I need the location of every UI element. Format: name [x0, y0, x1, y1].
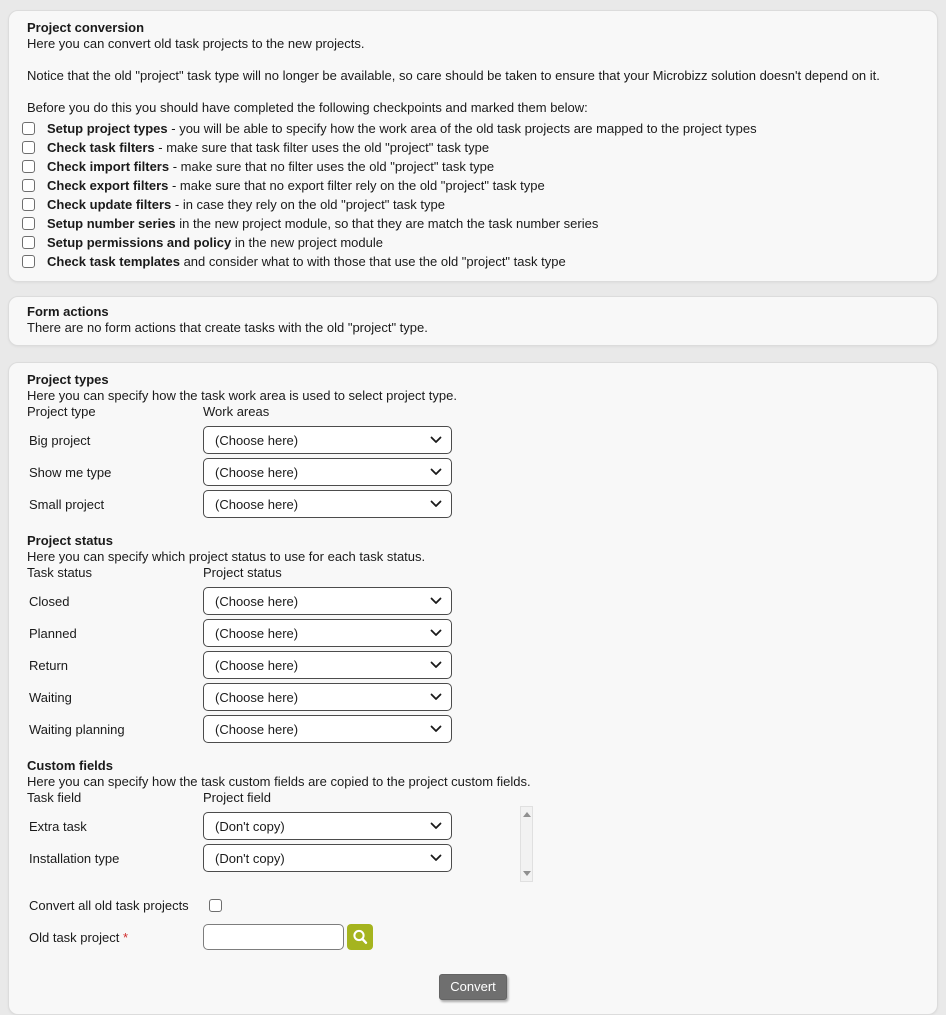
- checkpoint-desc: - make sure that no filter uses the old "project" task type: [169, 158, 495, 174]
- chevron-down-icon: [430, 854, 442, 862]
- select-value: (Choose here): [215, 464, 299, 480]
- section-subtitle: Here you can specify which project status to use for each task status.: [27, 549, 426, 564]
- row-label: Waiting planning: [29, 721, 125, 737]
- table-row: [27, 587, 919, 615]
- table-row: [27, 683, 919, 711]
- chevron-down-icon: [430, 597, 442, 605]
- row-label: Planned: [29, 625, 77, 641]
- required-asterisk: *: [122, 929, 128, 945]
- chevron-down-icon: [430, 822, 442, 830]
- row-label: Closed: [29, 593, 70, 609]
- checkbox[interactable]: [22, 122, 35, 135]
- checkpoint-desc: - you will be able to specify how the work area of the old task projects are mapped to the project types: [167, 120, 757, 136]
- checkpoint-row-check-task-templates[interactable]: [22, 252, 919, 271]
- row-label: Small project: [29, 496, 105, 512]
- table-row: [27, 651, 919, 679]
- checkpoint-desc: - in case they rely on the old "project" task type: [171, 196, 445, 212]
- form-actions-text: There are no form actions that create tasks with the old "project" type.: [27, 320, 428, 335]
- panel-title: Form actions: [27, 304, 109, 319]
- checkpoint-desc: in the new project module, so that they are match the task number series: [175, 215, 599, 231]
- select-value: (Choose here): [215, 689, 299, 705]
- chevron-down-icon: [430, 725, 442, 733]
- chevron-down-icon: [430, 468, 442, 476]
- old-task-project-row: [27, 924, 919, 950]
- panel-title: Project conversion: [27, 20, 145, 35]
- column-header: Work areas: [203, 404, 270, 419]
- checkpoint-label: Check task templates: [47, 253, 180, 269]
- select-value: (Choose here): [215, 625, 299, 641]
- checkpoints-intro: Before you do this you should have completed the following checkpoints and marked them below:: [27, 100, 588, 115]
- checkpoint-label: Check import filters: [47, 158, 170, 174]
- custom-fields-block: [27, 758, 919, 872]
- convert-all-label: Convert all old task projects: [29, 898, 189, 913]
- chevron-down-icon: [430, 436, 442, 444]
- project-status-select[interactable]: [203, 683, 452, 711]
- table-row: [27, 844, 533, 872]
- checkpoint-row-check-task-filters[interactable]: [22, 138, 919, 157]
- checkpoint-label: Setup project types: [47, 120, 168, 136]
- convert-button[interactable]: Convert: [439, 974, 507, 1000]
- convert-all-row: [27, 896, 919, 915]
- column-header: Task field: [27, 790, 82, 805]
- row-label: Return: [29, 657, 69, 673]
- column-header: Project status: [203, 565, 282, 580]
- project-conversion-panel: [8, 10, 938, 282]
- column-headers: [27, 565, 919, 581]
- section-title: Project status: [27, 533, 113, 548]
- custom-fields-scroll-area: [27, 812, 533, 872]
- checkbox[interactable]: [22, 255, 35, 268]
- table-row: [27, 715, 919, 743]
- checkpoint-row-check-import-filters[interactable]: [22, 157, 919, 176]
- checkpoint-desc: and consider what to with those that use the old "project" task type: [179, 253, 566, 269]
- select-value: (Don't copy): [215, 850, 285, 866]
- checkpoint-label: Setup number series: [47, 215, 176, 231]
- column-header: Project type: [27, 404, 96, 419]
- conversion-notice: Notice that the old "project" task type will no longer be available, so care should be taken to ensure that your Microbizz solution doesn't depend on it.: [27, 68, 880, 83]
- scroll-up-icon[interactable]: [523, 812, 531, 817]
- project-status-select[interactable]: [203, 619, 452, 647]
- project-types-block: [27, 372, 919, 518]
- checkpoint-desc: - make sure that no export filter rely on the old "project" task type: [168, 177, 545, 193]
- table-row: [27, 812, 533, 840]
- checkbox[interactable]: [22, 160, 35, 173]
- project-field-select[interactable]: [203, 844, 452, 872]
- checkpoint-row-setup-project-types[interactable]: [22, 119, 919, 138]
- checkpoint-row-setup-permissions[interactable]: [22, 233, 919, 252]
- project-status-block: [27, 533, 919, 743]
- table-row: [27, 490, 919, 518]
- select-value: (Choose here): [215, 593, 299, 609]
- chevron-down-icon: [430, 629, 442, 637]
- checkpoint-list: [27, 119, 919, 271]
- chevron-down-icon: [430, 500, 442, 508]
- checkpoint-label: Check export filters: [47, 177, 169, 193]
- old-task-project-label: Old task project *: [29, 929, 128, 945]
- select-value: (Choose here): [215, 721, 299, 737]
- checkpoint-row-setup-number-series[interactable]: [22, 214, 919, 233]
- table-row: [27, 619, 919, 647]
- custom-fields-scrollbar[interactable]: [520, 806, 533, 882]
- column-headers: [27, 404, 919, 420]
- work-areas-select[interactable]: [203, 490, 452, 518]
- checkbox[interactable]: [22, 179, 35, 192]
- work-areas-select[interactable]: [203, 458, 452, 486]
- checkpoint-label: Check update filters: [47, 196, 172, 212]
- column-headers: [27, 790, 919, 806]
- row-label: Waiting: [29, 689, 72, 705]
- section-title: Custom fields: [27, 758, 113, 773]
- search-button[interactable]: [347, 924, 373, 950]
- select-value: (Choose here): [215, 432, 299, 448]
- magnifier-icon: [351, 928, 369, 946]
- chevron-down-icon: [430, 661, 442, 669]
- table-row: [27, 426, 919, 454]
- select-value: (Choose here): [215, 496, 299, 512]
- checkbox[interactable]: [22, 141, 35, 154]
- conversion-intro: Here you can convert old task projects to the new projects.: [27, 36, 365, 51]
- section-subtitle: Here you can specify how the task work area is used to select project type.: [27, 388, 457, 403]
- old-task-project-input[interactable]: [203, 924, 344, 950]
- checkpoint-row-check-update-filters[interactable]: [22, 195, 919, 214]
- select-value: (Don't copy): [215, 818, 285, 834]
- checkpoint-label: Setup permissions and policy: [47, 234, 232, 250]
- project-status-select[interactable]: [203, 651, 452, 679]
- column-header: Task status: [27, 565, 93, 580]
- column-header: Project field: [203, 790, 271, 805]
- checkbox[interactable]: [22, 236, 35, 249]
- table-row: [27, 458, 919, 486]
- scroll-down-icon[interactable]: [523, 871, 531, 876]
- convert-all-checkbox[interactable]: [209, 899, 222, 912]
- row-label: Extra task: [29, 818, 87, 834]
- project-field-select[interactable]: [203, 812, 452, 840]
- row-label: Installation type: [29, 850, 120, 866]
- section-title: Project types: [27, 372, 109, 387]
- project-status-select[interactable]: [203, 587, 452, 615]
- select-value: (Choose here): [215, 657, 299, 673]
- checkpoint-label: Check task filters: [47, 139, 155, 155]
- checkbox[interactable]: [22, 198, 35, 211]
- checkpoint-row-check-export-filters[interactable]: [22, 176, 919, 195]
- row-label: Show me type: [29, 464, 112, 480]
- work-areas-select[interactable]: [203, 426, 452, 454]
- checkpoint-desc: - make sure that task filter uses the old "project" task type: [154, 139, 490, 155]
- conversion-form-panel: [8, 362, 938, 1015]
- checkbox[interactable]: [22, 217, 35, 230]
- row-label: Big project: [29, 432, 91, 448]
- project-status-select[interactable]: [203, 715, 452, 743]
- checkpoint-desc: in the new project module: [231, 234, 383, 250]
- section-subtitle: Here you can specify how the task custom fields are copied to the project custom fields.: [27, 774, 531, 789]
- form-actions-panel: [8, 296, 938, 346]
- button-row: [27, 974, 919, 1000]
- chevron-down-icon: [430, 693, 442, 701]
